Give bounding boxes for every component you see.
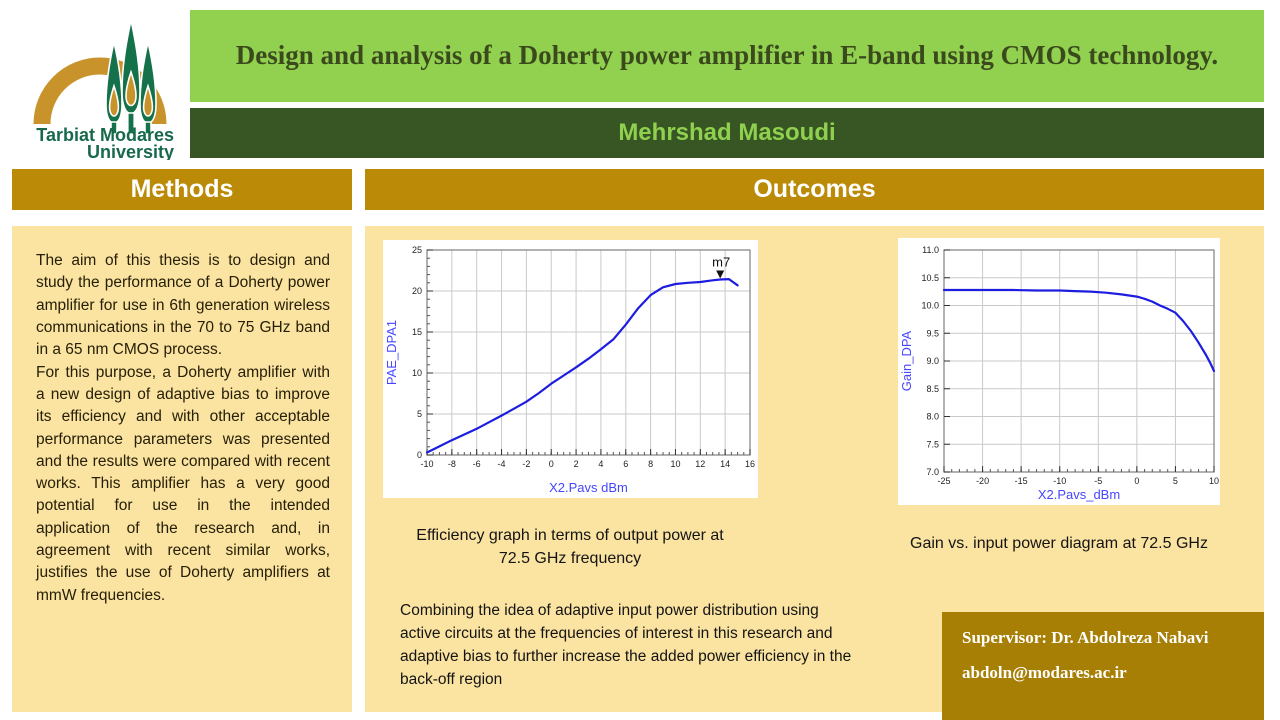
svg-text:8.5: 8.5 xyxy=(926,383,939,394)
svg-text:7.5: 7.5 xyxy=(926,439,939,450)
svg-text:-20: -20 xyxy=(976,476,990,486)
svg-text:-8: -8 xyxy=(447,459,456,469)
svg-text:-2: -2 xyxy=(522,459,531,469)
outcomes-header xyxy=(365,169,1264,210)
svg-text:8.0: 8.0 xyxy=(926,411,939,422)
methods-text-block xyxy=(12,226,352,607)
university-logo xyxy=(28,6,190,160)
svg-text:25: 25 xyxy=(411,245,422,255)
svg-text:4: 4 xyxy=(598,459,604,469)
svg-text:-10: -10 xyxy=(420,459,434,469)
author-name: Mehrshad Masoudi xyxy=(618,119,836,146)
svg-text:10: 10 xyxy=(670,459,681,469)
svg-text:m7: m7 xyxy=(712,254,731,270)
supervisor-email: abdoln@modares.ac.ir xyxy=(962,663,1127,682)
svg-text:0: 0 xyxy=(548,459,554,469)
svg-text:10: 10 xyxy=(1208,476,1220,486)
svg-text:X2.Pavs_dBm: X2.Pavs_dBm xyxy=(1037,487,1121,502)
title-banner xyxy=(190,10,1264,102)
svg-text:15: 15 xyxy=(411,327,422,337)
svg-text:14: 14 xyxy=(720,459,731,469)
svg-text:10.0: 10.0 xyxy=(921,300,939,311)
university-logo-icon xyxy=(28,6,190,160)
supervisor-box xyxy=(942,612,1264,720)
svg-text:X2.Pavs dBm: X2.Pavs dBm xyxy=(549,480,628,495)
pae-caption-line1: Efficiency graph in terms of output power at xyxy=(416,527,724,544)
methods-panel xyxy=(12,226,352,712)
author-banner xyxy=(190,108,1264,158)
svg-text:7.0: 7.0 xyxy=(926,467,939,477)
svg-text:-5: -5 xyxy=(1094,476,1103,486)
pae-chart-caption xyxy=(395,524,745,570)
svg-text:-15: -15 xyxy=(1014,476,1028,486)
methods-header-label: Methods xyxy=(130,175,234,203)
svg-text:9.5: 9.5 xyxy=(926,328,939,339)
gain-chart xyxy=(898,238,1220,505)
svg-text:0: 0 xyxy=(416,450,422,460)
svg-text:-4: -4 xyxy=(497,459,506,469)
pae-chart xyxy=(383,240,758,498)
logo-text-line2: University xyxy=(86,142,174,160)
supervisor-name: Supervisor: Dr. Abdolreza Nabavi xyxy=(962,628,1209,647)
methods-paragraph-2: For this purpose, a Doherty amplifier with a new design of adaptive bias to improve its efficiency and with other acceptable performance parameters was presented and the results were compared with recent works. This amplifier has a very good potential for use in the intended application of the research and, in agreement with recent similar works, justifies the use of Doherty amplifiers at mmW frequencies. xyxy=(36,363,330,604)
svg-text:-25: -25 xyxy=(937,476,951,486)
svg-text:Gain_DPA: Gain_DPA xyxy=(899,330,914,392)
poster-title: Design and analysis of a Doherty power amplifier in E-band using CMOS technology. xyxy=(235,40,1219,71)
svg-text:-10: -10 xyxy=(1053,476,1067,486)
gain-chart-caption: Gain vs. input power diagram at 72.5 GHz xyxy=(910,535,1208,552)
pae-caption-line2: 72.5 GHz frequency xyxy=(498,550,642,568)
logo-text-line1: Tarbiat Modares xyxy=(36,125,174,145)
svg-text:6: 6 xyxy=(623,459,629,469)
svg-text:8: 8 xyxy=(648,459,654,469)
methods-header xyxy=(12,169,352,210)
svg-text:10.5: 10.5 xyxy=(921,272,939,283)
svg-text:-6: -6 xyxy=(472,459,481,469)
svg-text:2: 2 xyxy=(573,459,579,469)
outcomes-paragraph: Combining the idea of adaptive input power distribution using active circuits at the frequencies of interest in this research and adaptive bias to further increase the added power efficiency in the back-off region xyxy=(400,602,852,688)
svg-text:PAE_DPA1: PAE_DPA1 xyxy=(384,319,399,386)
svg-text:0: 0 xyxy=(1134,476,1140,486)
svg-text:10: 10 xyxy=(411,368,422,378)
methods-paragraph-1: The aim of this thesis is to design and study the performance of a Doherty power amplifier for use in 6th generation wireless communications in the 70 to 75 GHz band in a 65 nm CMOS process. xyxy=(36,252,330,359)
svg-text:5: 5 xyxy=(416,409,422,419)
svg-text:20: 20 xyxy=(411,286,422,296)
outcomes-header-label: Outcomes xyxy=(753,175,876,203)
svg-text:12: 12 xyxy=(695,459,706,469)
svg-text:16: 16 xyxy=(744,459,756,469)
svg-text:5: 5 xyxy=(1172,476,1178,486)
svg-text:9.0: 9.0 xyxy=(926,356,939,366)
svg-text:11.0: 11.0 xyxy=(922,245,939,255)
